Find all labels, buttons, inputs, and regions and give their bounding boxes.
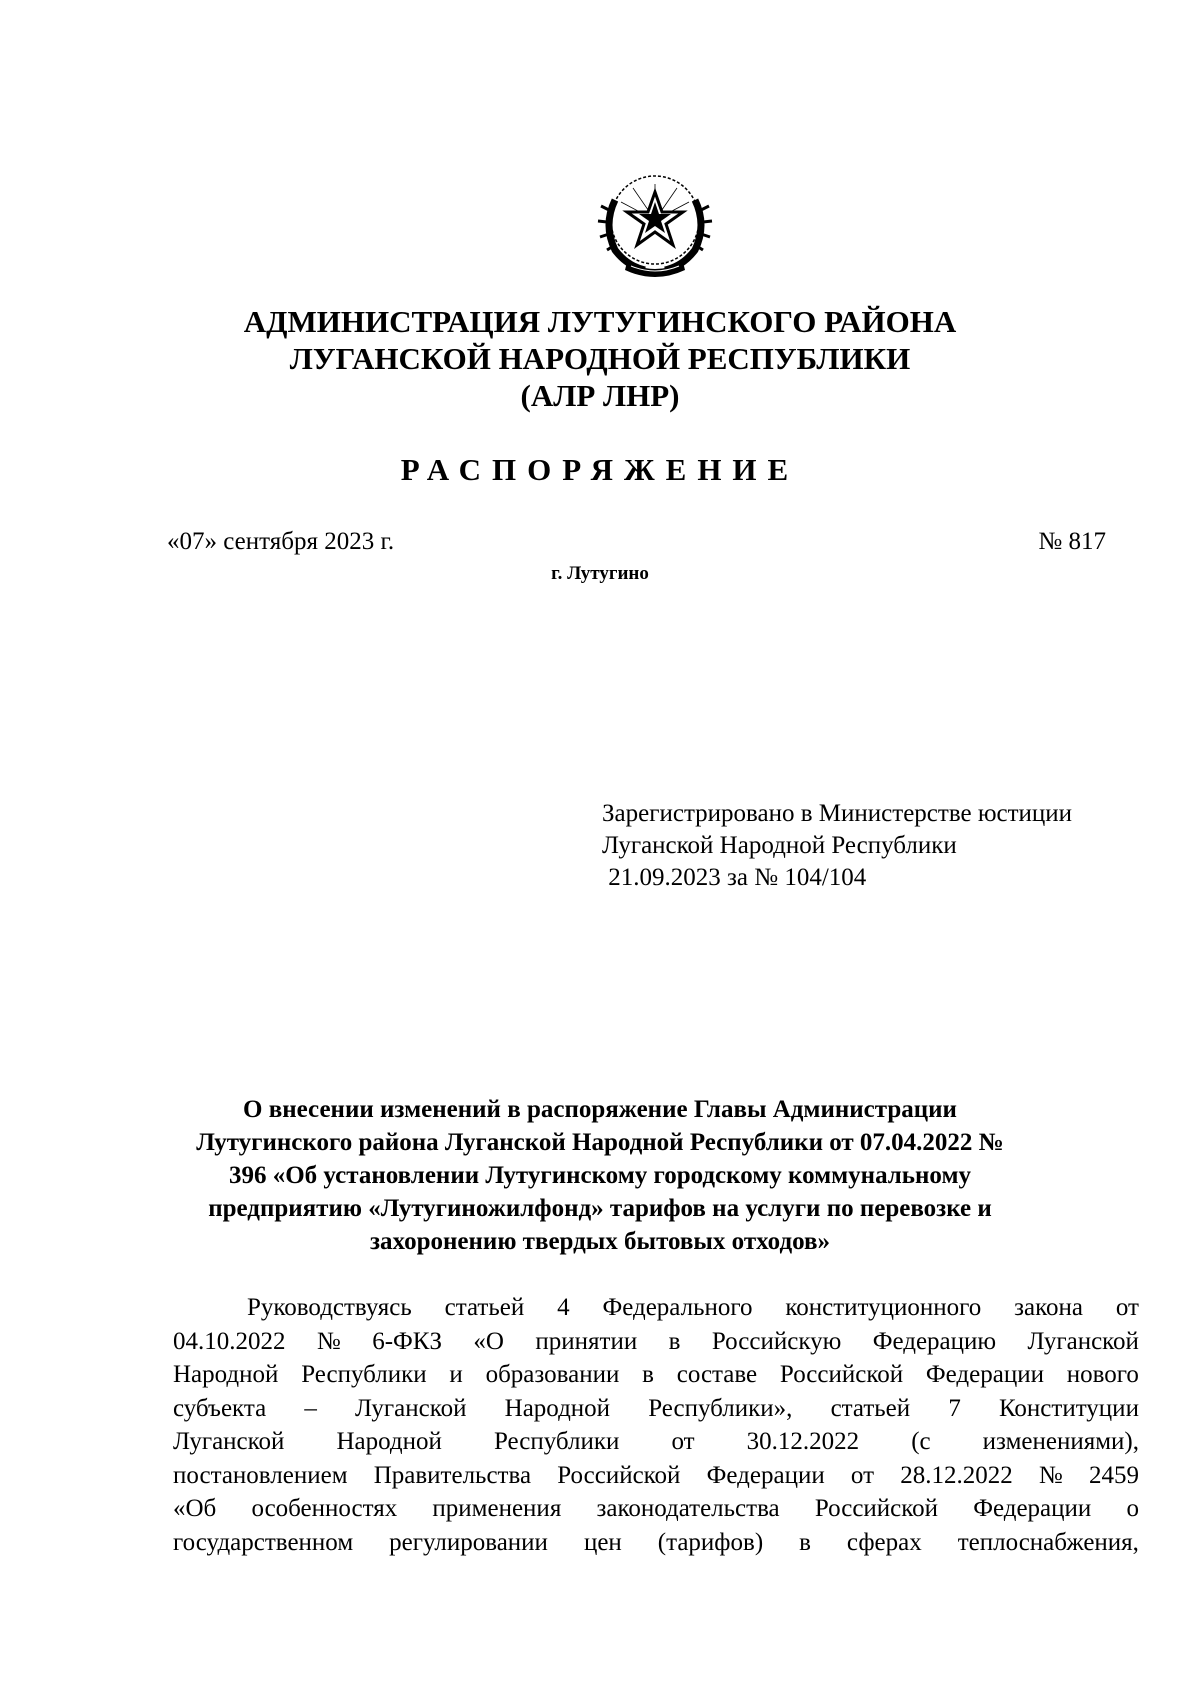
document-number: № 817 — [1038, 528, 1106, 555]
body-word: в — [668, 1327, 681, 1355]
body-word: Правительства — [373, 1461, 532, 1489]
body-word: Конституции — [999, 1394, 1139, 1422]
subject-line-4: предприятию «Лутугиножилфонд» тарифов на услуги по перевозке и — [208, 1195, 992, 1222]
subject-line-3: 396 «Об установлении Лутугинскому городскому коммунальному — [228, 1162, 971, 1189]
body-word: 4 — [557, 1294, 570, 1321]
body-word: применения — [432, 1495, 562, 1522]
body-line — [173, 1526, 1139, 1560]
body-line — [173, 1358, 1139, 1392]
body-word: законодательства — [596, 1495, 780, 1522]
body-word: – — [304, 1394, 317, 1422]
body-word: особенностях — [251, 1495, 398, 1522]
document-type-heading: РАСПОРЯЖЕНИЕ — [400, 452, 800, 487]
body-word: изменениями), — [982, 1428, 1139, 1455]
body-line — [173, 1459, 1139, 1493]
registration-line-1: Зарегистрировано в Министерстве юстиции — [602, 800, 1073, 827]
body-word: Российской — [814, 1495, 939, 1522]
body-word: 04.10.2022 — [173, 1327, 286, 1355]
body-word: от — [850, 1461, 875, 1489]
registration-line-3: 21.09.2023 за № 104/104 — [602, 864, 867, 891]
registration-line-2: Луганской Народной Республики — [602, 832, 957, 859]
coat-of-arms-emblem — [593, 170, 717, 282]
subject-line-2: Лутугинского района Луганской Народной Республики от 07.04.2022 № — [196, 1129, 1004, 1156]
body-word: (с — [911, 1428, 931, 1455]
body-word: постановлением — [173, 1461, 348, 1489]
body-word: от — [1115, 1294, 1139, 1321]
body-word: сферах — [846, 1528, 922, 1556]
body-line — [173, 1492, 1139, 1526]
body-word: «Об — [173, 1495, 217, 1522]
body-word: составе — [676, 1361, 758, 1388]
body-word: цен — [583, 1528, 622, 1556]
body-word: Республики», — [648, 1394, 793, 1422]
body-word: от — [671, 1428, 695, 1455]
body-line — [173, 1425, 1139, 1459]
document-subject-heading — [160, 1093, 1040, 1258]
body-word: Народной — [173, 1361, 279, 1388]
body-word: Федерации — [925, 1361, 1044, 1388]
body-word: Федерацию — [872, 1327, 997, 1355]
body-word: Российскую — [711, 1327, 842, 1355]
body-word: конституционного — [785, 1294, 982, 1321]
body-word: Республики — [493, 1428, 620, 1455]
organization-title-line-1: АДМИНИСТРАЦИЯ ЛУТУГИНСКОГО РАЙОНА — [243, 304, 957, 339]
body-word: в — [642, 1361, 654, 1388]
body-word: государственном — [173, 1528, 354, 1556]
body-word: 7 — [948, 1394, 961, 1422]
body-word: в — [799, 1528, 811, 1556]
body-word: закона — [1014, 1294, 1083, 1321]
body-word: Руководствуясь — [247, 1294, 412, 1321]
body-word: и — [449, 1361, 463, 1388]
body-word: Российской — [557, 1461, 681, 1489]
body-word: Народной — [504, 1394, 611, 1422]
body-word: Федерации — [973, 1495, 1092, 1522]
body-word: 30.12.2022 — [746, 1428, 860, 1455]
body-word: нового — [1066, 1361, 1139, 1388]
body-word: о — [1126, 1495, 1139, 1522]
body-line — [173, 1392, 1139, 1426]
body-word: теплоснабжения, — [957, 1528, 1139, 1556]
body-word: Луганской — [1027, 1327, 1139, 1355]
body-word: субъекта — [173, 1394, 267, 1422]
body-word: Республики — [301, 1361, 427, 1388]
body-word: принятии — [535, 1327, 638, 1355]
organization-title — [150, 303, 1050, 414]
body-line — [173, 1291, 1139, 1325]
body-word: Федерального — [602, 1294, 753, 1321]
body-word: образовании — [485, 1361, 620, 1388]
body-word: 28.12.2022 — [900, 1461, 1013, 1489]
organization-title-line-2: ЛУГАНСКОЙ НАРОДНОЙ РЕСПУБЛИКИ — [289, 341, 911, 376]
body-word: Российской — [779, 1361, 904, 1388]
body-word: 2459 — [1088, 1461, 1139, 1489]
body-word: № — [316, 1327, 341, 1355]
body-word: Федерации — [706, 1461, 825, 1489]
body-word: Луганской — [355, 1394, 467, 1422]
organization-title-line-3: (АЛР ЛНР) — [520, 378, 680, 413]
body-word: Народной — [336, 1428, 442, 1455]
body-word: статьей — [830, 1394, 911, 1422]
body-word: Луганской — [173, 1428, 285, 1455]
subject-line-5: захоронению твердых бытовых отходов» — [370, 1228, 830, 1255]
document-date: «07» сентября 2023 г. — [167, 528, 395, 555]
document-city: г. Лутугино — [551, 563, 649, 584]
body-word: статьей — [444, 1294, 525, 1321]
registration-note — [602, 798, 1072, 894]
body-word: (тарифов) — [657, 1528, 764, 1556]
body-word: 6-ФКЗ — [372, 1327, 442, 1355]
body-paragraph — [173, 1291, 1139, 1559]
body-word: «О — [473, 1327, 504, 1355]
body-word: регулировании — [389, 1528, 548, 1556]
body-line — [173, 1325, 1139, 1359]
body-word: № — [1038, 1461, 1063, 1489]
subject-line-1: О внесении изменений в распоряжение Главы Администрации — [243, 1096, 957, 1123]
